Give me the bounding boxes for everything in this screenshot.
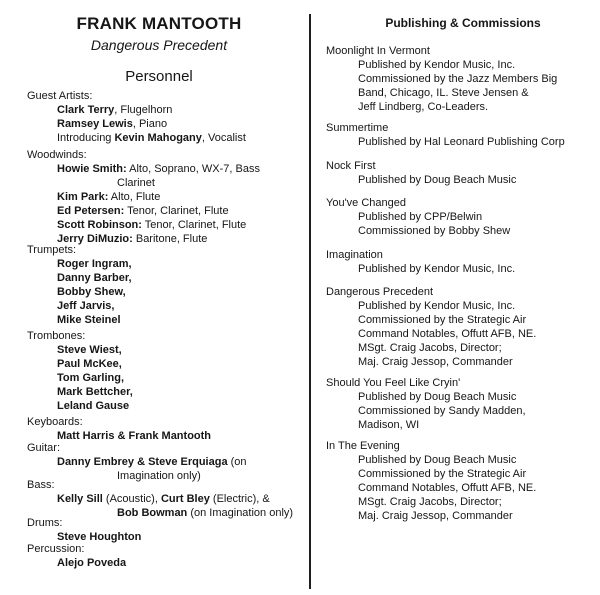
- composition-credit: Published by Kendor Music, Inc.: [358, 300, 516, 312]
- section-guitar: [27, 441, 247, 483]
- member-name: Bob Bowman: [117, 507, 188, 519]
- composition-credit: Published by Doug Beach Music: [358, 174, 517, 186]
- member: [27, 455, 247, 469]
- section-drums: [27, 516, 141, 544]
- member-instrument: (Acoustic),: [102, 493, 161, 505]
- section-label: Trombones:: [27, 330, 86, 342]
- section-keyboards: [27, 415, 211, 443]
- composition-credit: Published by Kendor Music, Inc.: [358, 59, 516, 71]
- column-divider: [309, 14, 311, 589]
- composition-credit: Band, Chicago, IL. Steve Jensen &: [358, 87, 529, 99]
- composition-credit: Commissioned by the Strategic Air: [358, 314, 527, 326]
- member-name: Alejo Poveda: [57, 557, 127, 569]
- member-instrument: (on Imagination only): [187, 507, 294, 519]
- member-continuation: Clarinet: [117, 177, 155, 189]
- member-name: Tom Garling,: [57, 372, 125, 384]
- member-name: Scott Robinson:: [57, 219, 142, 231]
- member-instrument: , Vocalist: [201, 132, 246, 144]
- composition-in-the-evening: [326, 439, 536, 523]
- member-instrument: Alto, Soprano, WX-7, Bass: [126, 163, 260, 175]
- composition-credit: MSgt. Craig Jacobs, Director;: [358, 496, 502, 508]
- member-name: Mark Bettcher,: [57, 386, 133, 398]
- composition-credit: Madison, WI: [358, 419, 420, 431]
- composition-credit: Maj. Craig Jessop, Commander: [358, 510, 513, 522]
- composition-title: Should You Feel Like Cryin': [326, 377, 461, 389]
- member: [27, 190, 260, 204]
- member-name: Danny Embrey & Steve Erquiaga: [57, 456, 228, 468]
- member-name: Matt Harris & Frank Mantooth: [57, 430, 212, 442]
- section-label: Guitar:: [27, 442, 61, 454]
- section-trombones: [27, 329, 133, 413]
- member: [27, 204, 260, 218]
- composition-credit: Command Notables, Offutt AFB, NE.: [358, 328, 537, 340]
- composition-credit: Published by Doug Beach Music: [358, 454, 517, 466]
- section-guest-artists: [27, 89, 246, 145]
- composition-credit: Published by CPP/Belwin: [358, 211, 483, 223]
- section-label: Bass:: [27, 479, 55, 491]
- composition-imagination: [326, 248, 515, 276]
- album-title: Dangerous Precedent: [90, 37, 228, 53]
- composition-title: You've Changed: [326, 197, 406, 209]
- member-instrument: Tenor, Clarinet, Flute: [124, 205, 229, 217]
- composition-should-you-feel-like-cryin: [326, 376, 526, 432]
- composition-credit: Commissioned by the Strategic Air: [358, 468, 527, 480]
- section-label: Percussion:: [27, 543, 85, 555]
- member-instrument: Baritone, Flute: [132, 233, 208, 245]
- section-label: Woodwinds:: [27, 149, 87, 161]
- member-name: Howie Smith:: [57, 163, 127, 175]
- section-label: Guest Artists:: [27, 90, 93, 102]
- member-name: Bobby Shew,: [57, 286, 126, 298]
- member-name: Paul McKee,: [57, 358, 122, 370]
- section-label: Drums:: [27, 517, 63, 529]
- member-name: Kim Park:: [57, 191, 109, 203]
- composition-title: In The Evening: [326, 440, 400, 452]
- member-instrument: Alto, Flute: [108, 191, 161, 203]
- composition-moonlight-in-vermont: [326, 44, 557, 114]
- composition-title: Nock First: [326, 160, 376, 172]
- member: [27, 492, 293, 506]
- composition-credit: Command Notables, Offutt AFB, NE.: [358, 482, 537, 494]
- composition-credit: Published by Kendor Music, Inc.: [358, 263, 516, 275]
- composition-credit: Maj. Craig Jessop, Commander: [358, 356, 513, 368]
- publishing-heading: Publishing & Commissions: [385, 16, 541, 30]
- member-instrument: Tenor, Clarinet, Flute: [141, 219, 247, 231]
- member-name: Kelly Sill: [57, 493, 103, 505]
- member-name: Ramsey Lewis: [57, 118, 133, 130]
- composition-title: Dangerous Precedent: [326, 286, 434, 298]
- member-name: Jerry DiMuzio:: [57, 233, 133, 245]
- composition-title: Summertime: [326, 122, 389, 134]
- member-instrument: , Piano: [132, 118, 168, 130]
- member: [27, 103, 246, 117]
- composition-credit: Published by Doug Beach Music: [358, 391, 517, 403]
- composition-credit: Commissioned by Bobby Shew: [358, 225, 511, 237]
- composition-credit: MSgt. Craig Jacobs, Director;: [358, 342, 502, 354]
- artist-title: FRANK MANTOOTH: [76, 14, 242, 33]
- member-name: Leland Gause: [57, 400, 130, 412]
- member-instrument: (on: [227, 456, 247, 468]
- member-name: Steve Wiest,: [57, 344, 122, 356]
- section-percussion: [27, 542, 126, 570]
- composition-credit: Jeff Lindberg, Co-Leaders.: [358, 101, 489, 113]
- composition-dangerous-precedent: [326, 285, 536, 369]
- member-instrument: (Electric), &: [209, 493, 270, 505]
- composition-title: Imagination: [326, 249, 383, 261]
- personnel-heading: Personnel: [125, 68, 193, 85]
- composition-credit: Commissioned by the Jazz Members Big: [358, 73, 558, 85]
- member-name: Steve Houghton: [57, 531, 142, 543]
- composition-youve-changed: [326, 196, 510, 238]
- section-woodwinds: [27, 148, 260, 246]
- section-bass: [27, 478, 293, 520]
- section-label: Keyboards:: [27, 416, 83, 428]
- composition-summertime: [326, 121, 565, 149]
- section-label: Trumpets:: [27, 244, 77, 256]
- member-name: Curt Bley: [160, 493, 210, 505]
- member-name: Roger Ingram,: [57, 258, 132, 270]
- member: [27, 162, 260, 176]
- member: [27, 117, 246, 131]
- member: [27, 218, 260, 232]
- section-trumpets: [27, 243, 132, 327]
- member-name: Kevin Mahogany: [114, 132, 202, 144]
- member-name: Danny Barber,: [57, 272, 132, 284]
- member-name: Jeff Jarvis,: [57, 300, 115, 312]
- member-name: Clark Terry: [57, 104, 115, 116]
- composition-credit: Commissioned by Sandy Madden,: [358, 405, 526, 417]
- composition-credit: Published by Hal Leonard Publishing Corp: [358, 136, 565, 148]
- member-continuation: Imagination only): [117, 470, 201, 482]
- composition-title: Moonlight In Vermont: [326, 45, 430, 57]
- member: [27, 131, 246, 145]
- composition-nock-first: [326, 159, 516, 187]
- member-name: Mike Steinel: [57, 314, 121, 326]
- member-prefix: Introducing: [57, 132, 115, 144]
- member-instrument: , Flugelhorn: [114, 104, 173, 116]
- member-name: Ed Petersen:: [57, 205, 125, 217]
